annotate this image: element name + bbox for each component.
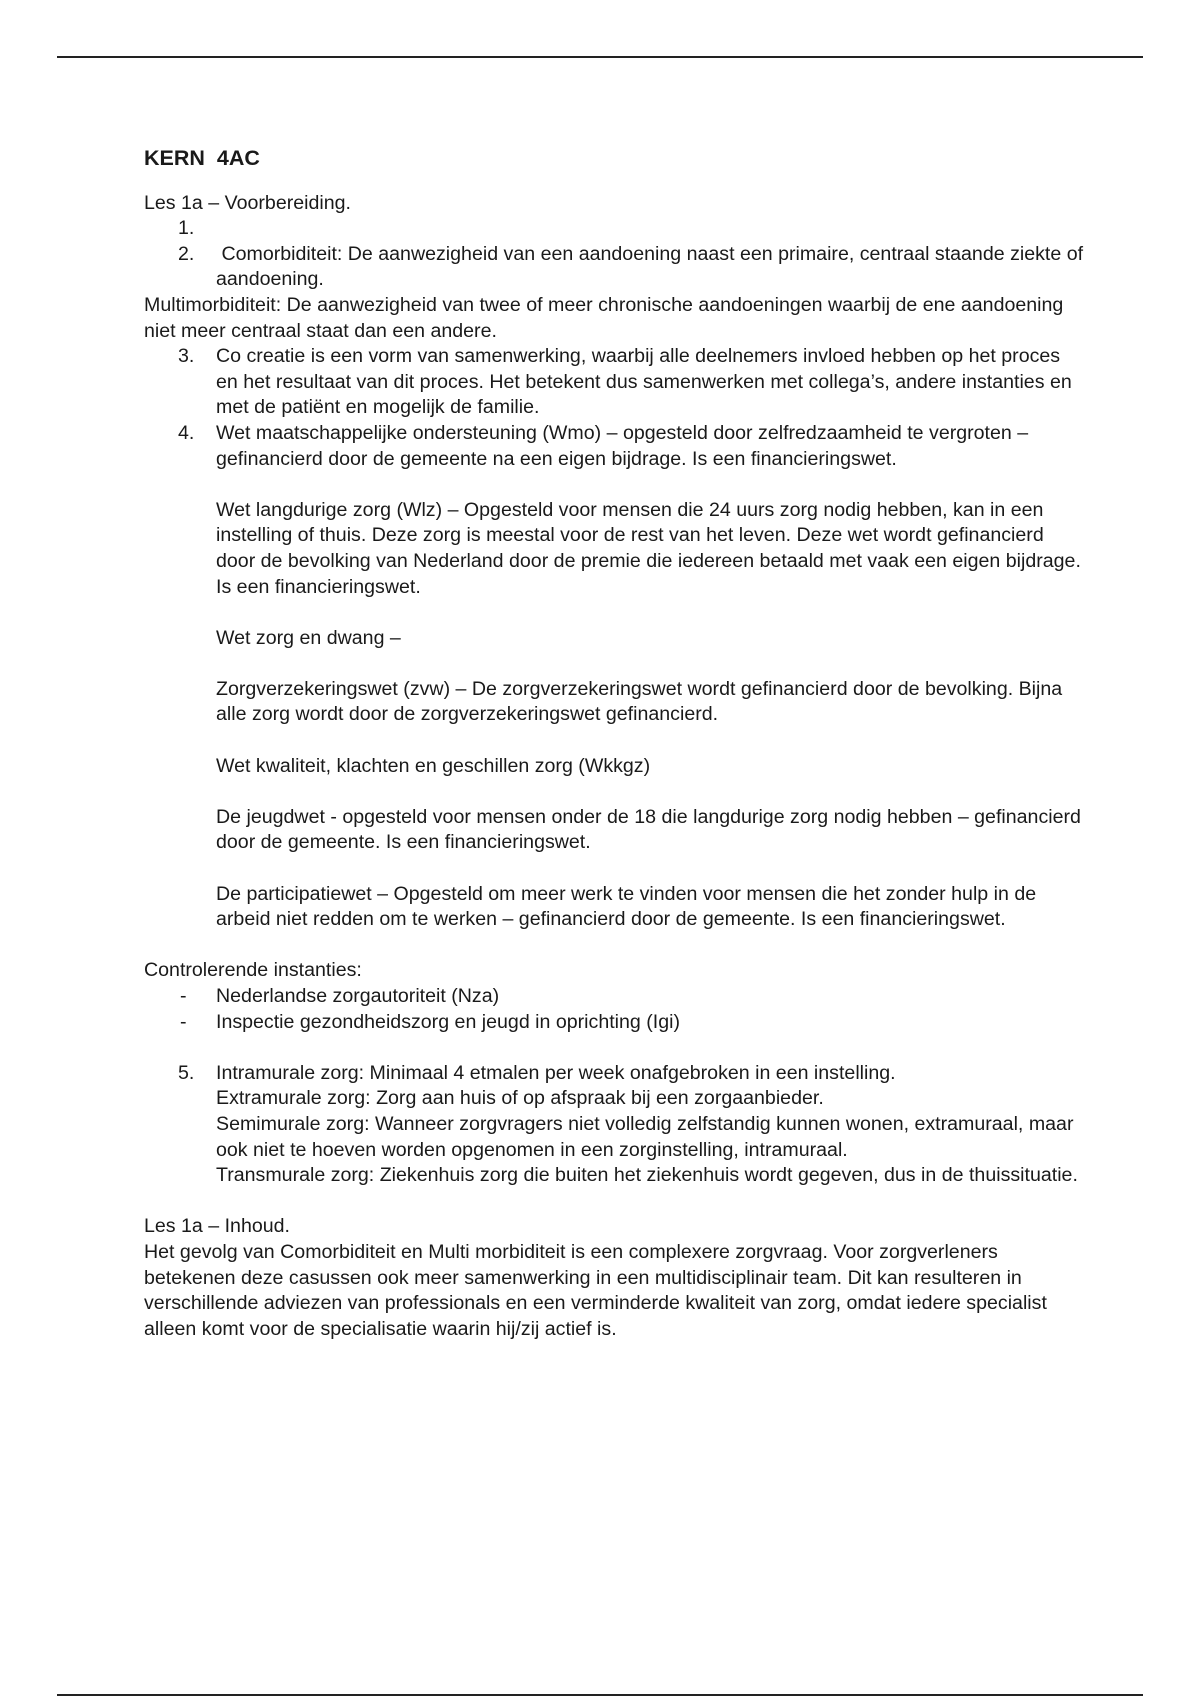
controlerende-heading: Controlerende instanties: bbox=[144, 959, 362, 982]
comorbiditeit-text: Comorbiditeit: De aanwezigheid van een aandoening naast een primaire, centraal staande ziekte of aandoening. bbox=[216, 242, 1089, 291]
participatiewet-text: De participatiewet – Opgesteld om meer werk te vinden voor mensen die het zonder hulp in de arbeid niet redden om te werken – gefinancierd door de gemeente. Is een financieringswet. bbox=[216, 882, 1037, 931]
inhoud-paragraph: Het gevolg van Comorbiditeit en Multi morbiditeit is een complexere zorgvraag. Voor zorgverleners betekenen deze casussen ook meer samenwerking in een multidisciplinair team. Dit kan resulteren in verschillende adviezen van professionals en een verminderde kwaliteit van zorg, omdat iedere specialist alleen komt voor de specialisatie waarin hij/zij actief is. bbox=[144, 1240, 1047, 1340]
wkkgz-text: Wet kwaliteit, klachten en geschillen zorg (Wkkgz) bbox=[216, 754, 651, 777]
transmurale-text: Transmurale zorg: Ziekenhuis zorg die buiten het ziekenhuis wordt gegeven, dus in de thuissituatie. bbox=[216, 1164, 1078, 1187]
top-rule bbox=[57, 56, 1143, 58]
section-heading-inhoud: Les 1a – Inhoud. bbox=[144, 1215, 290, 1238]
list-number-1: 1. bbox=[178, 217, 195, 240]
wmo-text: Wet maatschappelijke ondersteuning (Wmo) – opgesteld door zelfredzaamheid te vergroten – gefinancierd door de gemeente na een eigen bijdrage. Is een financieringswet. bbox=[216, 421, 1029, 470]
nza-text: Nederlandse zorgautoriteit (Nza) bbox=[216, 985, 500, 1007]
list-item-2 bbox=[144, 242, 1089, 293]
zvw-text: Zorgverzekeringswet (zvw) – De zorgverzekeringswet wordt gefinancierd door de bevolking. Bijna alle zorg wordt door de zorgverzekeringswet gefinancierd. bbox=[216, 677, 1063, 726]
list-item-3 bbox=[144, 344, 1084, 421]
wzd-text: Wet zorg en dwang – bbox=[216, 626, 401, 649]
igi-text: Inspectie gezondheidszorg en jeugd in oprichting (Igi) bbox=[216, 1010, 681, 1033]
jeugdwet-text: De jeugdwet - opgesteld voor mensen onder de 18 die langdurige zorg nodig hebben – gefinancierd door de gemeente. Is een financieringswet. bbox=[216, 805, 1081, 854]
list-item-4 bbox=[144, 421, 1084, 472]
section-heading-voorbereiding: Les 1a – Voorbereiding. bbox=[144, 191, 351, 214]
co-creatie-text: Co creatie is een vorm van samenwerking, waarbij alle deelnemers invloed hebben op het proces en het resultaat van dit proces. Het betekent dus samenwerken met collega’s, andere instanties en met de patiënt en mogelijk de familie. bbox=[216, 345, 1072, 419]
document-title: KERN 4AC bbox=[144, 146, 260, 170]
numbered-list-part3 bbox=[144, 1061, 1084, 1189]
intramurale-text: Intramurale zorg: Minimaal 4 etmalen per week onafgebroken in een instelling. bbox=[216, 1061, 896, 1084]
semimurale-text: Semimurale zorg: Wanneer zorgvragers niet volledig zelfstandig kunnen wonen, extramuraal, maar ook niet te hoeven worden opgenomen in een zorginstelling, intramuraal. bbox=[216, 1112, 1074, 1161]
wlz-text: Wet langdurige zorg (Wlz) – Opgesteld voor mensen die 24 uurs zorg nodig hebben, kan in een instelling of thuis. Deze zorg is meestal voor de rest van het leven. Deze wet wordt gefinancierd door de bevolking van Nederland door de premie die iedereen betaald met vaak een eigen bijdrage. Is een financieringswet. bbox=[216, 498, 1081, 598]
list-number-5: 5. bbox=[178, 1061, 195, 1084]
multimorbiditeit-text: Multimorbiditeit: De aanwezigheid van twee of meer chronische aandoeningen waarbij de ene aandoening niet meer centraal staat dan een andere. bbox=[144, 293, 1064, 342]
dash-bullet: - bbox=[180, 1010, 187, 1033]
controlerende-list bbox=[144, 984, 1084, 1035]
list-item-5 bbox=[144, 1061, 1084, 1189]
controlerende-item-nza bbox=[144, 984, 1084, 1010]
dash-bullet: - bbox=[180, 985, 187, 1007]
bottom-rule bbox=[57, 1694, 1143, 1696]
document-page bbox=[144, 146, 1089, 1342]
extramurale-text: Extramurale zorg: Zorg aan huis of op afspraak bij een zorgaanbieder. bbox=[216, 1087, 824, 1110]
numbered-list-part2 bbox=[144, 344, 1084, 472]
list-number-2: 2. bbox=[178, 242, 195, 265]
list-number-3: 3. bbox=[178, 345, 195, 368]
controlerende-item-igi bbox=[144, 1010, 1084, 1036]
list-number-4: 4. bbox=[178, 421, 195, 444]
numbered-list-part1 bbox=[144, 216, 1089, 293]
list-item-1 bbox=[144, 216, 1084, 242]
